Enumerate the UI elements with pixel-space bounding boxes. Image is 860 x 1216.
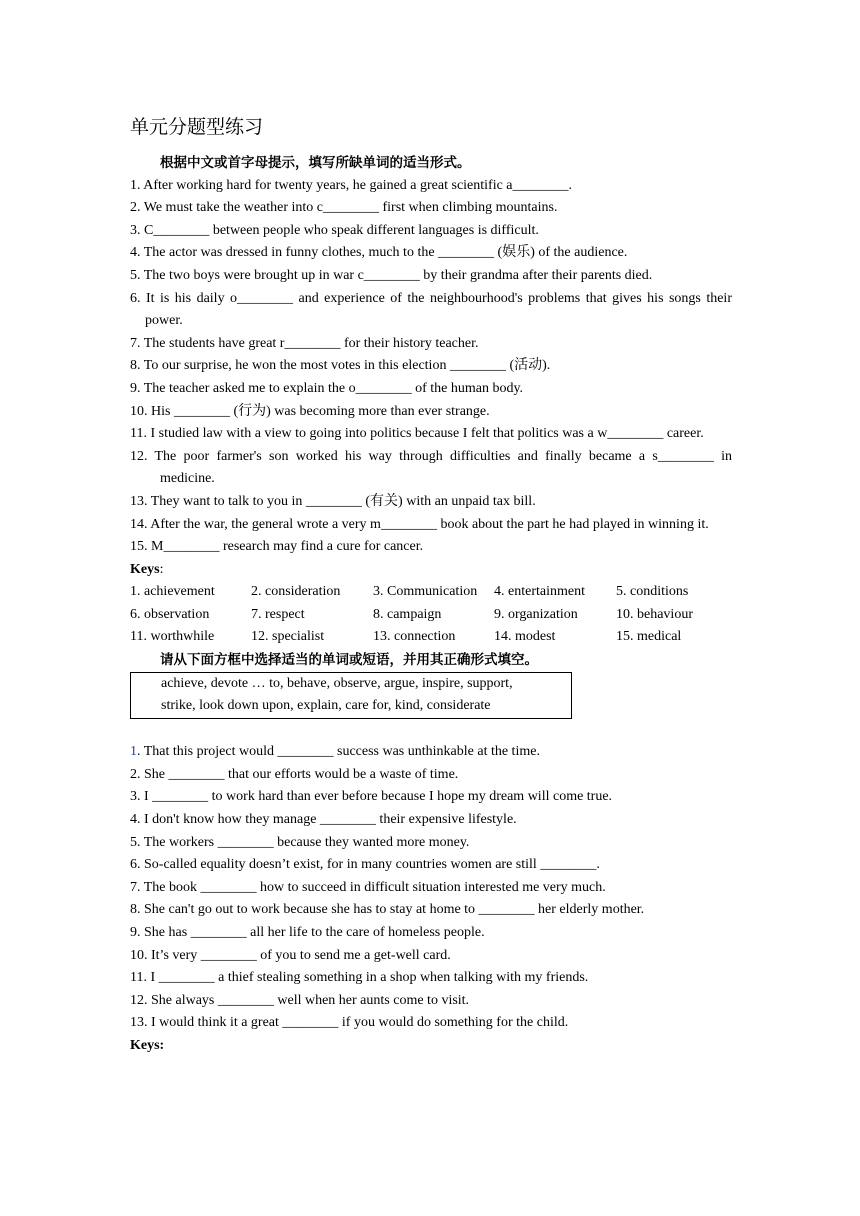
fill-question-5: 5. The workers ________ because they wanted more money. xyxy=(130,834,470,850)
key-13: 13. connection xyxy=(373,629,456,645)
key-9: 9. organization xyxy=(494,606,578,622)
question-4: 4. The actor was dressed in funny clothes, much to the ________ (娱乐) of the audience. xyxy=(130,245,628,261)
key-4: 4. entertainment xyxy=(494,584,585,600)
question-6: 6. It is his daily o________ and experience of the neighbourhood's problems that gives his songs their power. xyxy=(130,290,732,329)
fill-question-13: 13. I would think it a great ________ if you would do something for the child. xyxy=(130,1015,569,1031)
keys-label: Keys: xyxy=(130,561,164,577)
section2-keys-label: Keys: xyxy=(130,1037,165,1053)
question-8: 8. To our surprise, he won the most votes in this election ________ (活动). xyxy=(130,358,551,374)
key-3: 3. Communication xyxy=(373,584,478,600)
question-11: 11. I studied law with a view to going into politics because I felt that politics was a w________ career. xyxy=(130,426,704,442)
question-number: 1 xyxy=(130,744,137,760)
word-box-line-2: strike, look down upon, explain, care for, kind, considerate xyxy=(161,698,491,714)
question-7: 7. The students have great r________ for their history teacher. xyxy=(130,335,479,351)
key-11: 11. worthwhile xyxy=(130,629,215,645)
question-10: 10. His ________ (行为) was becoming more than ever strange. xyxy=(130,403,490,419)
key-15: 15. medical xyxy=(616,629,682,645)
fill-question-2: 2. She ________ that our efforts would be a waste of time. xyxy=(130,766,459,782)
word-box xyxy=(130,672,572,719)
key-12: 12. specialist xyxy=(251,629,325,645)
spacer xyxy=(130,719,732,742)
question-5: 5. The two boys were brought up in war c________ by their grandma after their parents died. xyxy=(130,267,653,283)
fill-question-1: 1. That this project would ________ success was unthinkable at the time. xyxy=(130,744,540,760)
key-10: 10. behaviour xyxy=(616,606,693,622)
key-2: 2. consideration xyxy=(251,584,341,600)
fill-question-4: 4. I don't know how they manage ________ their expensive lifestyle. xyxy=(130,812,517,828)
key-14: 14. modest xyxy=(494,629,556,645)
section1-instruction: 根据中文或首字母提示，填写所缺单词的适当形式。 xyxy=(160,155,471,171)
fill-question-12: 12. She always ________ well when her aunts come to visit. xyxy=(130,992,470,1008)
question-1: 1. After working hard for twenty years, he gained a great scientific a________. xyxy=(130,177,573,193)
question-13: 13. They want to talk to you in ________ (有关) with an unpaid tax bill. xyxy=(130,493,536,509)
word-box-line-1: achieve, devote … to, behave, observe, argue, inspire, support, xyxy=(161,675,513,691)
fill-question-3: 3. I ________ to work hard than ever before because I hope my dream will come true. xyxy=(130,789,613,805)
fill-question-6: 6. So-called equality doesn’t exist, for in many countries women are still ________. xyxy=(130,857,600,873)
key-8: 8. campaign xyxy=(373,606,442,622)
section2-questions xyxy=(130,741,732,1035)
question-15: 15. M________ research may find a cure for cancer. xyxy=(130,539,424,555)
question-9: 9. The teacher asked me to explain the o________ of the human body. xyxy=(130,380,524,396)
key-6: 6. observation xyxy=(130,606,210,622)
fill-question-7: 7. The book ________ how to succeed in difficult situation interested me very much. xyxy=(130,879,606,895)
key-5: 5. conditions xyxy=(616,584,689,600)
fill-question-9: 9. She has ________ all her life to the care of homeless people. xyxy=(130,925,485,940)
fill-question-8: 8. She can't go out to work because she has to stay at home to ________ her elderly mother. xyxy=(130,902,645,918)
key-1: 1. achievement xyxy=(130,584,215,600)
question-2: 2. We must take the weather into c________ first when climbing mountains. xyxy=(130,200,558,216)
fill-question-11: 11. I ________ a thief stealing something in a shop when talking with my friends. xyxy=(130,970,589,986)
key-7: 7. respect xyxy=(251,606,305,622)
section2-instruction: 请从下面方框中选择适当的单词或短语，并用其正确形式填空。 xyxy=(160,652,538,669)
question-3: 3. C________ between people who speak different languages is difficult. xyxy=(130,222,539,238)
worksheet xyxy=(130,112,732,1058)
page-title: 单元分题型练习 xyxy=(130,116,264,138)
fill-question-10: 10. It’s very ________ of you to send me a get-well card. xyxy=(130,947,451,963)
question-12: 12. The poor farmer's son worked his way through difficulties and finally became a s________ in medicine. xyxy=(130,448,732,487)
section1-questions xyxy=(130,175,732,559)
question-14: 14. After the war, the general wrote a very m________ book about the part he had played in winning it. xyxy=(130,516,709,532)
answer-keys xyxy=(130,581,732,649)
